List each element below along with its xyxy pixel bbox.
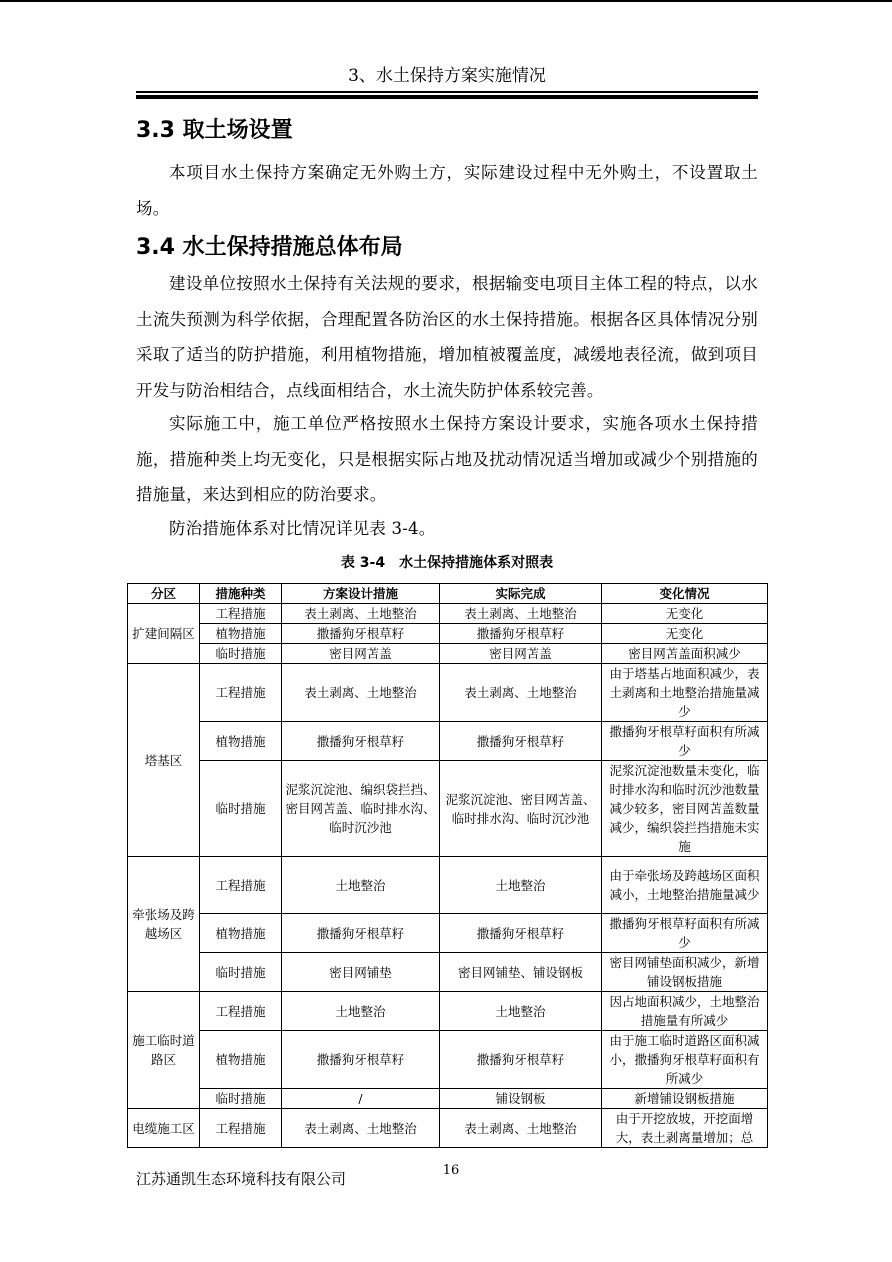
paragraph-3-4-1: 建设单位按照水土保持有关法规的要求，根据输变电项目主体工程的特点，以水土流失预测为科学依据，合理配置各防治区的水土保持措施。根据各区具体情况分别采取了适当的防护措施，利用植物措施，增加植被覆盖度，减缓地表径流，做到项目开发与防治相结合，点线面相结合，水土流失防护体系较完善。 (136, 274, 758, 400)
actual-cell: 撒播狗牙根草籽 (440, 914, 602, 953)
actual-cell: 土地整治 (440, 857, 602, 914)
measure-type-cell: 工程措施 (200, 857, 282, 914)
actual-cell: 撒播狗牙根草籽 (440, 624, 602, 644)
planned-cell: 土地整治 (282, 857, 440, 914)
page-number: 16 (442, 1163, 460, 1178)
change-cell: 泥浆沉淀池数量未变化，临时排水沟和临时沉沙池数量减少较多，密目网苫盖数量减少，编织袋拦挡措施未实施 (602, 761, 768, 857)
actual-cell: 表土剥离、土地整治 (440, 664, 602, 722)
top-border-line (0, 0, 892, 2)
measure-type-cell: 植物措施 (200, 722, 282, 761)
table-row (128, 992, 768, 1031)
actual-cell: 表土剥离、土地整治 (440, 604, 602, 624)
planned-cell: 表土剥离、土地整治 (282, 1109, 440, 1148)
measures-comparison-table (127, 583, 768, 1148)
measure-type-cell: 植物措施 (200, 624, 282, 644)
planned-cell: 土地整治 (282, 992, 440, 1031)
zone-cell: 扩建间隔区 (128, 604, 200, 664)
header-rule-thick (136, 95, 758, 99)
planned-cell: 密目网苫盖 (282, 644, 440, 664)
change-cell: 新增铺设钢板措施 (602, 1089, 768, 1109)
change-cell: 由于施工临时道路区面积减小，撒播狗牙根草籽面积有所减少 (602, 1031, 768, 1089)
planned-cell: 泥浆沉淀池、编织袋拦挡、密目网苫盖、临时排水沟、临时沉沙池 (282, 761, 440, 857)
actual-cell: 撒播狗牙根草籽 (440, 1031, 602, 1089)
measure-type-cell: 工程措施 (200, 664, 282, 722)
measure-type-cell: 临时措施 (200, 761, 282, 857)
measure-type-cell: 工程措施 (200, 604, 282, 624)
table-row (128, 664, 768, 722)
change-cell: 由于牵张场及跨越场区面积减小，土地整治措施量减少 (602, 857, 768, 914)
table-row (128, 722, 768, 761)
table-caption: 表 3-4 水土保持措施体系对照表 (340, 555, 554, 571)
zone-cell: 施工临时道路区 (128, 992, 200, 1109)
table-row (128, 857, 768, 914)
change-cell: 因占地面积减少，土地整治措施量有所减少 (602, 992, 768, 1031)
planned-cell: 撒播狗牙根草籽 (282, 722, 440, 761)
measure-type-cell: 临时措施 (200, 953, 282, 992)
planned-cell: 表土剥离、土地整治 (282, 604, 440, 624)
section-heading-3-4: 3.4 水土保持措施总体布局 (136, 235, 403, 260)
measure-type-cell: 植物措施 (200, 914, 282, 953)
zone-cell: 塔基区 (128, 664, 200, 857)
planned-cell: 表土剥离、土地整治 (282, 664, 440, 722)
change-cell: 由于开挖放坡，开挖面增大，表土剥离量增加；总 (602, 1109, 768, 1148)
change-cell: 撒播狗牙根草籽面积有所减少 (602, 914, 768, 953)
actual-cell: 表土剥离、土地整治 (440, 1109, 602, 1148)
actual-cell: 密目网铺垫、铺设钢板 (440, 953, 602, 992)
change-cell: 无变化 (602, 624, 768, 644)
zone-cell: 牵张场及跨越场区 (128, 857, 200, 992)
paragraph-3-3: 本项目水土保持方案确定无外购土方，实际建设过程中无外购土，不设置取土场。 (136, 163, 758, 218)
footer-company-name: 江苏通凯生态环境科技有限公司 (136, 1170, 347, 1188)
actual-cell: 泥浆沉淀池、密目网苫盖、临时排水沟、临时沉沙池 (440, 761, 602, 857)
change-cell: 由于塔基占地面积减少，表土剥离和土地整治措施量减少 (602, 664, 768, 722)
table-row (128, 914, 768, 953)
measure-type-cell: 植物措施 (200, 1031, 282, 1089)
running-header: 3、水土保持方案实施情况 (348, 66, 546, 86)
change-cell: 密目网苫盖面积减少 (602, 644, 768, 664)
actual-cell: 密目网苫盖 (440, 644, 602, 664)
table-row (128, 1031, 768, 1089)
actual-cell: 土地整治 (440, 992, 602, 1031)
actual-cell: 撒播狗牙根草籽 (440, 722, 602, 761)
paragraph-3-4-3: 防治措施体系对比情况详见表 3-4。 (169, 519, 436, 538)
change-cell: 无变化 (602, 604, 768, 624)
header-cell-zone: 分区 (128, 584, 200, 604)
table-row (128, 953, 768, 992)
planned-cell: / (282, 1089, 440, 1109)
actual-cell: 铺设钢板 (440, 1089, 602, 1109)
planned-cell: 撒播狗牙根草籽 (282, 914, 440, 953)
measure-type-cell: 工程措施 (200, 992, 282, 1031)
planned-cell: 撒播狗牙根草籽 (282, 624, 440, 644)
header-rule-thin (136, 91, 758, 93)
table-row (128, 604, 768, 624)
header-cell-actual: 实际完成 (440, 584, 602, 604)
table-row (128, 1109, 768, 1148)
planned-cell: 撒播狗牙根草籽 (282, 1031, 440, 1089)
header-cell-measure-type: 措施种类 (200, 584, 282, 604)
measure-type-cell: 临时措施 (200, 644, 282, 664)
section-heading-3-3: 3.3 取土场设置 (136, 118, 293, 143)
table-row (128, 1089, 768, 1109)
paragraph-3-4-2: 实际施工中，施工单位严格按照水土保持方案设计要求，实施各项水土保持措施，措施种类上均无变化，只是根据实际占地及扰动情况适当增加或减少个别措施的措施量，来达到相应的防治要求。 (136, 414, 758, 504)
measure-type-cell: 临时措施 (200, 1089, 282, 1109)
change-cell: 撒播狗牙根草籽面积有所减少 (602, 722, 768, 761)
header-cell-planned: 方案设计措施 (282, 584, 440, 604)
table-header-row (128, 584, 768, 604)
header-cell-change: 变化情况 (602, 584, 768, 604)
table-row (128, 761, 768, 857)
planned-cell: 密目网铺垫 (282, 953, 440, 992)
table-row (128, 644, 768, 664)
change-cell: 密目网铺垫面积减少，新增铺设钢板措施 (602, 953, 768, 992)
measure-type-cell: 工程措施 (200, 1109, 282, 1148)
zone-cell: 电缆施工区 (128, 1109, 200, 1148)
table-row (128, 624, 768, 644)
